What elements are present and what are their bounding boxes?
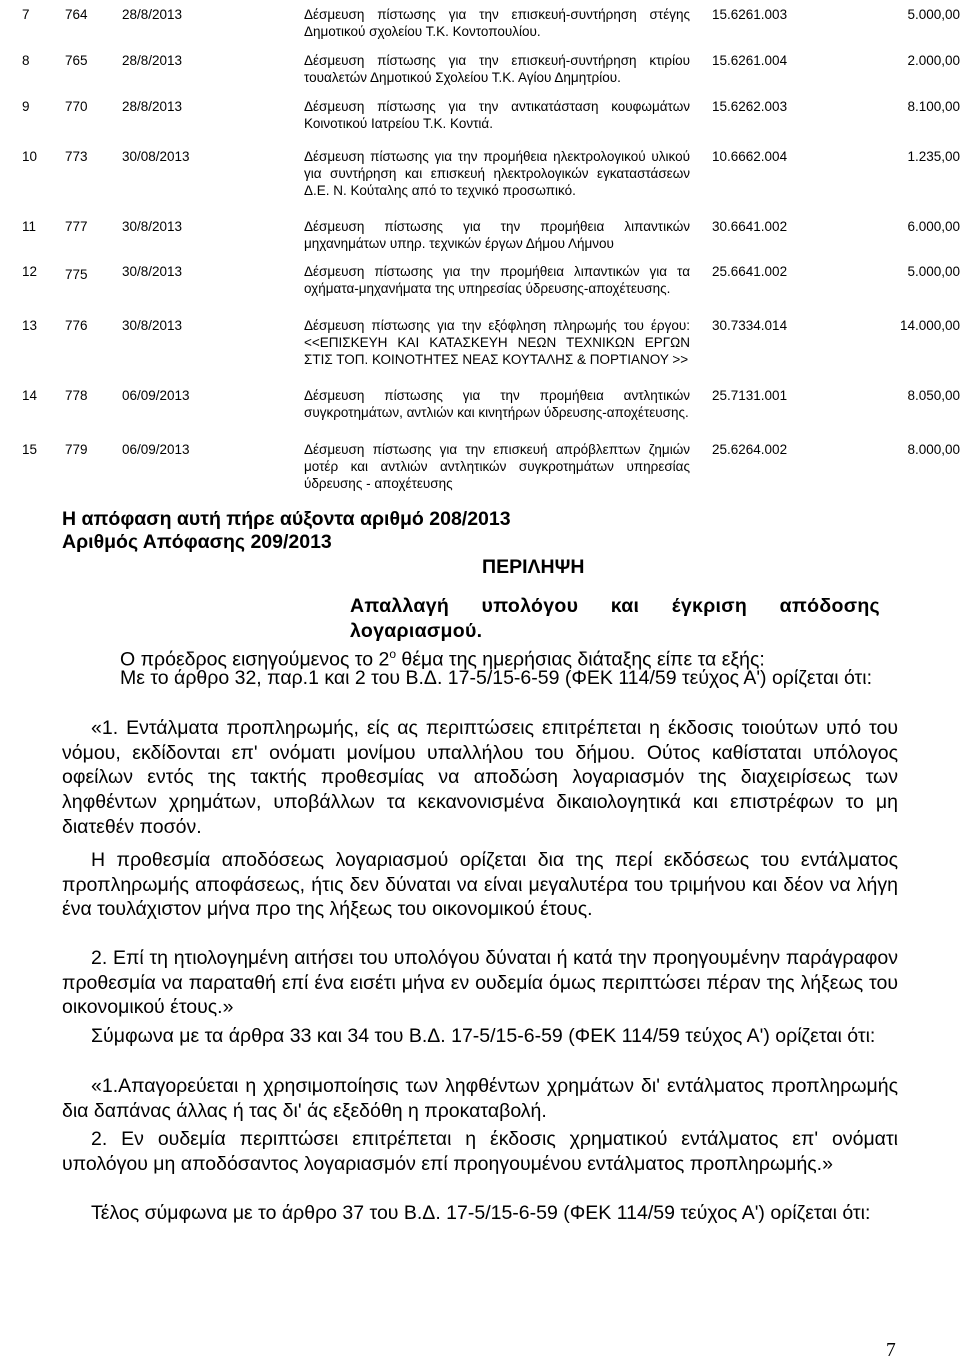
row-amount: 5.000,00 (907, 7, 960, 22)
row-budget-code: 10.6662.004 (712, 149, 788, 164)
row-id: 765 (65, 53, 88, 68)
row-number: 7 (22, 7, 30, 22)
row-description: Δέσμευση πίστωσης για την προμήθεια λιπαντικών μηχανημάτων υπηρ. τεχνικών έργων Δήμου Λήμνου (304, 219, 690, 251)
row-description: Δέσμευση πίστωσης για την προμήθεια αντλητικών συγκροτημάτων, αντλιών και κινητήρων ύδρευσης-αποχέτευσης. (304, 388, 690, 420)
row-amount: 6.000,00 (907, 219, 960, 234)
row-budget-code: 15.6262.003 (712, 99, 788, 114)
paragraph-deadline: Η προθεσμία αποδόσεως λογαριασμού ορίζεται δια της περί εκδόσεως του εντάλματος προπληρωμής αποφάσεως, ήτις δεν δύναται να είναι μεγαλυτέρα του τριμήνου και δέον να λήγη ένα τουλάχιστον μήνα προ της λήξεως του οικονομικού έτους. (62, 849, 898, 921)
row-number: 12 (22, 264, 38, 279)
row-date: 30/8/2013 (122, 318, 183, 333)
row-date: 28/8/2013 (122, 53, 183, 68)
row-description: Δέσμευση πίστωσης για την προμήθεια ηλεκτρολογικού υλικού για συντήρηση και επισκευή ηλεκτρολογικών εγκαταστάσεων Δ.Ε. Ν. Κούταλης από το τεχνικό προσωπικό. (304, 149, 690, 198)
row-description: Δέσμευση πίστωσης για την επισκευή απρόβλεπτων ζημιών μοτέρ και αντλιών αντλητικών συγκροτημάτων υπηρεσίας ύδρευσης - αποχέτευσης (304, 442, 690, 491)
row-number: 9 (22, 99, 30, 114)
row-amount: 8.050,00 (907, 388, 960, 403)
intro-ordinal-suffix: ο (389, 647, 397, 661)
row-budget-code: 25.6641.002 (712, 264, 788, 279)
paragraph-prohibition: «1.Απαγορεύεται η χρησιμοποίησις των ληφθέντων χρημάτων δι' εντάλματος προπληρωμής δια δαπάνας άλλας ή τας δι' άς εξεδόθη η προκαταβολή. (62, 1075, 898, 1122)
paragraph-extension: 2. Επί τη ητιολογημένη αιτήσει του υπολόγου δύναται ή κατά την προηγουμένην παράγραφον προθεσμία να παραταθή επί ένα εισέτι μήνα εν ουδεμία όμως περιπτώσει πέραν της λήξεως του οικονομικού έτους.» (62, 947, 898, 1019)
decision-title: Απαλλαγή υπολόγου και έγκριση απόδοσης λογαριασμού. (350, 595, 880, 642)
row-budget-code: 25.7131.001 (712, 388, 788, 403)
row-number: 11 (22, 219, 37, 234)
decision-serial: Η απόφαση αυτή πήρε αύξοντα αριθμό 208/2013 (62, 508, 511, 530)
paragraph-no-issue: 2. Εν ουδεμία περιπτώσει επιτρέπεται η έκδοσις χρηματικού εντάλματος επ' ονόματι υπολόγου μη αποδόσαντος λογαριασμόν επί προηγουμένου εντάλματος προπληρωμής.» (62, 1128, 898, 1175)
row-date: 28/8/2013 (122, 7, 183, 22)
row-id: 764 (65, 7, 88, 22)
row-number: 14 (22, 388, 38, 403)
row-budget-code: 25.6264.002 (712, 442, 788, 457)
row-id: 778 (65, 388, 88, 403)
row-description: Δέσμευση πίστωσης για την επισκευή-συντήρηση κτιρίου τουαλετών Δημοτικού Σχολείου Τ.Κ. Αγίου Δημητρίου. (304, 53, 690, 85)
row-budget-code: 30.6641.002 (712, 219, 788, 234)
row-id: 776 (65, 318, 88, 333)
intro-text-end: θέμα της ημερήσιας διάταξης είπε τα εξής: (396, 648, 765, 671)
row-number: 10 (22, 149, 38, 164)
row-amount: 5.000,00 (907, 264, 960, 279)
row-date: 30/08/2013 (122, 149, 190, 164)
row-description: Δέσμευση πίστωσης για την επισκευή-συντήρηση στέγης Δημοτικού σχολείου Τ.Κ. Κοντοπουλίου. (304, 7, 690, 39)
row-description: Δέσμευση πίστωσης για την εξόφληση πληρωμής του έργου: <<ΕΠΙΣΚΕΥΗ ΚΑΙ ΚΑΤΑΣΚΕΥΗ ΝΕΩΝ ΤΕΧΝΙΚΩΝ ΕΡΓΩΝ ΣΤΙΣ ΤΟΠ. ΚΟΙΝΟΤΗΤΕΣ ΝΕΑΣ ΚΟΥΤΑΛΗΣ & ΠΟΡΤΙΑΝΟΥ >> (304, 318, 690, 367)
row-id: 773 (65, 149, 88, 164)
summary-label: ΠΕΡΙΛΗΨΗ (482, 556, 585, 578)
row-amount: 14.000,00 (899, 318, 960, 333)
row-id: 775 (65, 267, 88, 282)
row-id: 779 (65, 442, 88, 457)
paragraph-articles-33-34: Σύμφωνα με τα άρθρα 33 και 34 του Β.Δ. 17-5/15-6-59 (ΦΕΚ 114/59 τεύχος Α') ορίζεται ότι: (91, 1025, 876, 1047)
row-number: 15 (22, 442, 38, 457)
row-id: 777 (65, 219, 88, 234)
row-date: 30/8/2013 (122, 219, 183, 234)
paragraph-article-37: Τέλος σύμφωνα με το άρθρο 37 του Β.Δ. 17-5/15-6-59 (ΦΕΚ 114/59 τεύχος Α') ορίζεται ότι: (91, 1202, 871, 1224)
row-description: Δέσμευση πίστωσης για την αντικατάσταση κουφωμάτων Κοινοτικού Ιατρείου Τ.Κ. Κοντιά. (304, 99, 690, 131)
row-date: 30/8/2013 (122, 264, 183, 279)
row-budget-code: 15.6261.004 (712, 53, 788, 68)
row-amount: 2.000,00 (907, 53, 960, 68)
row-id: 770 (65, 99, 88, 114)
paragraph-article-32: Με το άρθρο 32, παρ.1 και 2 του Β.Δ. 17-5/15-6-59 (ΦΕΚ 114/59 τεύχος Α') ορίζεται ότι: (120, 667, 872, 689)
row-amount: 8.000,00 (907, 442, 960, 457)
row-description: Δέσμευση πίστωσης για την προμήθεια λιπαντικών για τα οχήματα-μηχανήματα της υπηρεσίας ύδρευσης-αποχέτευσης. (304, 264, 690, 296)
row-amount: 8.100,00 (907, 99, 960, 114)
row-date: 06/09/2013 (122, 442, 190, 457)
paragraph-quote-1: «1. Εντάλματα προπληρωμής, είς ας περιπτώσεις επιτρέπεται η έκδοσις τοιούτων υπό του νόμου, εκδίδονται επ' ονόματι μονίμου υπαλλήλου του δήμου. Ούτος καθίσταται υπόλογος οφείλων εντός της τακτής προθεσμίας να αποδώση λογαριασμόν της διαχειρίσεως των ληφθέντων χρημάτων, υποβάλλων τα κεκανονισμένα δικαιολογητικά και επιστρέφων το μη διατεθέν ποσόν. (62, 717, 898, 838)
row-budget-code: 30.7334.014 (712, 318, 788, 333)
row-amount: 1.235,00 (907, 149, 960, 164)
intro-text-start: Ο πρόεδρος εισηγούμενος το 2 (120, 648, 390, 671)
row-date: 06/09/2013 (122, 388, 190, 403)
row-budget-code: 15.6261.003 (712, 7, 788, 22)
page-number: 7 (886, 1340, 896, 1361)
row-date: 28/8/2013 (122, 99, 183, 114)
row-number: 8 (22, 53, 30, 68)
row-number: 13 (22, 318, 38, 333)
decision-number: Αριθμός Απόφασης 209/2013 (62, 531, 332, 553)
